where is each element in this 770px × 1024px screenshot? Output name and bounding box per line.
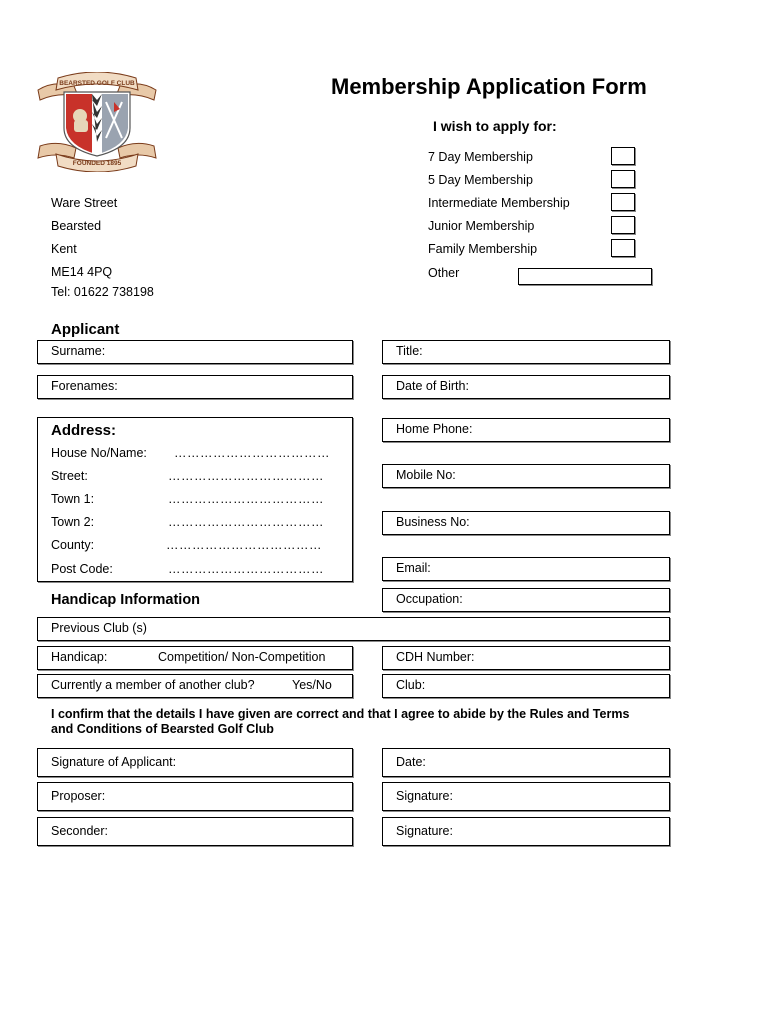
other-club-member-label: Currently a member of another club? — [51, 678, 255, 692]
email-field[interactable] — [382, 557, 670, 581]
proposer-field[interactable] — [37, 782, 353, 811]
mobile-label: Mobile No: — [396, 468, 456, 482]
confirm-line1: I confirm that the details I have given are correct and that I agree to abide by the Rules and Terms — [51, 707, 630, 721]
competition-label: Competition/ Non-Competition — [158, 650, 326, 664]
club-address-line4: ME14 4PQ — [51, 265, 113, 279]
confirm-line2: and Conditions of Bearsted Golf Club — [51, 722, 274, 736]
business-field[interactable] — [382, 511, 670, 535]
occupation-field[interactable] — [382, 588, 670, 612]
option-family-label: Family Membership — [428, 242, 538, 256]
option-intermediate-checkbox[interactable] — [611, 193, 635, 211]
county-input[interactable]: ……………………………… — [166, 538, 322, 552]
option-7day-label: 7 Day Membership — [428, 150, 533, 164]
town2-input[interactable]: ……………………………… — [168, 515, 324, 529]
home-phone-field[interactable] — [382, 418, 670, 442]
town1-label: Town 1: — [51, 492, 95, 506]
form-title: Membership Application Form — [331, 74, 647, 99]
apply-heading: I wish to apply for: — [433, 118, 557, 134]
street-input[interactable]: ……………………………… — [168, 469, 324, 483]
surname-label: Surname: — [51, 344, 106, 358]
street-label: Street: — [51, 469, 88, 483]
yes-no-label: Yes/No — [292, 678, 332, 692]
email-label: Email: — [396, 561, 431, 575]
forenames-label: Forenames: — [51, 379, 118, 393]
mobile-field[interactable] — [382, 464, 670, 488]
house-label: House No/Name: — [51, 446, 147, 460]
previous-club-label: Previous Club (s) — [51, 621, 147, 635]
postcode-input[interactable]: ……………………………… — [168, 562, 324, 576]
club-label: Club: — [396, 678, 426, 692]
seconder-signature-label: Signature: — [396, 824, 453, 838]
home-phone-label: Home Phone: — [396, 422, 473, 436]
option-intermediate-label: Intermediate Membership — [428, 196, 570, 210]
logo-top-text: BEARSTED GOLF CLUB — [59, 80, 135, 87]
business-label: Business No: — [396, 515, 470, 529]
applicant-signature-label: Signature of Applicant: — [51, 755, 177, 769]
date-label: Date: — [396, 755, 426, 769]
applicant-signature-field[interactable] — [37, 748, 353, 777]
title-field[interactable] — [382, 340, 670, 364]
option-family-checkbox[interactable] — [611, 239, 635, 257]
cdh-label: CDH Number: — [396, 650, 475, 664]
club-telephone: Tel: 01622 738198 — [51, 285, 154, 299]
date-field[interactable] — [382, 748, 670, 777]
dob-label: Date of Birth: — [396, 379, 469, 393]
option-7day-checkbox[interactable] — [611, 147, 635, 165]
postcode-label: Post Code: — [51, 562, 113, 576]
option-5day-checkbox[interactable] — [611, 170, 635, 188]
club-logo — [34, 72, 160, 172]
club-address-line2: Bearsted — [51, 219, 102, 233]
address-heading: Address: — [51, 422, 117, 439]
handicap-field[interactable] — [37, 646, 353, 670]
club-field[interactable] — [382, 674, 670, 698]
address-section — [37, 417, 353, 582]
town2-label: Town 2: — [51, 515, 95, 529]
seconder-signature-field[interactable] — [382, 817, 670, 846]
logo-bottom-text: FOUNDED 1895 — [72, 160, 122, 167]
town1-input[interactable]: ……………………………… — [168, 492, 324, 506]
other-club-member-field[interactable] — [37, 674, 353, 698]
proposer-signature-label: Signature: — [396, 789, 453, 803]
option-junior-label: Junior Membership — [428, 219, 535, 233]
handicap-label: Handicap: — [51, 650, 108, 664]
dob-field[interactable] — [382, 375, 670, 399]
occupation-label: Occupation: — [396, 592, 463, 606]
applicant-heading: Applicant — [51, 321, 120, 338]
seconder-label: Seconder: — [51, 824, 108, 838]
seconder-field[interactable] — [37, 817, 353, 846]
option-other-field[interactable] — [518, 268, 652, 285]
club-crest-icon — [34, 72, 160, 172]
club-address-line3: Kent — [51, 242, 77, 256]
handicap-heading: Handicap Information — [51, 592, 201, 608]
county-label: County: — [51, 538, 95, 552]
previous-club-field[interactable] — [37, 617, 670, 641]
house-input[interactable]: ……………………………… — [174, 446, 330, 460]
cdh-field[interactable] — [382, 646, 670, 670]
club-address-line1: Ware Street — [51, 196, 118, 210]
forenames-field[interactable] — [37, 375, 353, 399]
option-other-label: Other — [428, 266, 460, 280]
proposer-signature-field[interactable] — [382, 782, 670, 811]
option-5day-label: 5 Day Membership — [428, 173, 533, 187]
surname-field[interactable] — [37, 340, 353, 364]
title-label: Title: — [396, 344, 423, 358]
option-junior-checkbox[interactable] — [611, 216, 635, 234]
proposer-label: Proposer: — [51, 789, 106, 803]
